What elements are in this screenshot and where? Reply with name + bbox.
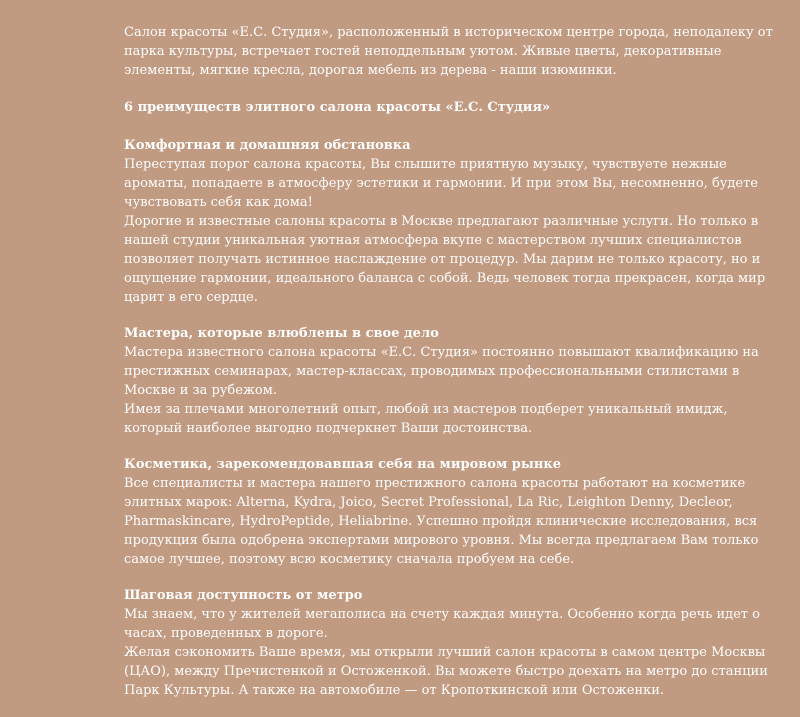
article-content xyxy=(124,23,774,717)
section-title: Шаговая доступность от метро xyxy=(124,588,363,603)
section-metro xyxy=(124,586,774,700)
main-heading: 6 преимуществ элитного салона красоты «Е.С. Студия» xyxy=(124,100,551,115)
section-paragraph: Желая сэкономить Ваше время, мы открыли лучший салон красоты в самом центре Москвы (ЦАО), между Пречистенкой и Остоженкой. Вы можете быстро доехать на метро до станции Парк Культуры. А также на автомобиле — от Кропоткинской или Остоженки. xyxy=(124,645,768,698)
section-paragraph: Дорогие и известные салоны красоты в Москве предлагают различные услуги. Но только в нашей студии уникальная уютная атмосфера вкупе с мастерством лучших специалистов позволяет получать истинное наслаждение от процедур. Мы дарим не только красоту, но и ощущение гармонии, идеального баланса с собой. Ведь человек тогда прекрасен, когда мир царит в его сердце. xyxy=(124,214,766,305)
section-comfort xyxy=(124,136,774,307)
section-title: Мастера, которые влюблены в свое дело xyxy=(124,326,439,341)
section-paragraph: Имея за плечами многолетний опыт, любой из мастеров подберет уникальный имидж, который наиболее выгодно подчеркнет Ваши достоинства. xyxy=(124,402,728,436)
section-masters xyxy=(124,324,774,438)
section-paragraph: Мы знаем, что у жителей мегаполиса на счету каждая минута. Особенно когда речь идет о часах, проведенных в дороге. xyxy=(124,607,760,641)
section-paragraph: Переступая порог салона красоты, Вы слышите приятную музыку, чувствуете нежные ароматы, попадаете в атмосферу эстетики и гармонии. И при этом Вы, несомненно, будете чувствовать себя как дома! xyxy=(124,157,758,210)
intro-paragraph: Салон красоты «Е.С. Студия», расположенный в историческом центре города, неподалеку от парка культуры, встречает гостей неподдельным уютом. Живые цветы, декоративные элементы, мягкие кресла, дорогая мебель из дерева - наши изюминки. xyxy=(124,25,773,78)
section-title: Косметика, зарекомендовавшая себя на мировом рынке xyxy=(124,457,562,472)
section-cosmetics xyxy=(124,455,774,569)
section-paragraph: Все специалисты и мастера нашего престижного салона красоты работают на косметике элитных марок: Alterna, Kydra, Joico, Secret Professional, La Ric, Leighton Denny, Decleor, Pharmaskincare, HydroPeptide, Heliabrine. Успешно пройдя клинические исследования, вся продукция была одобрена экспертами мирового уровня. Мы всегда предлагаем Вам только самое лучшее, поэтому всю косметику сначала пробуем на себе. xyxy=(124,476,759,567)
section-title: Комфортная и домашняя обстановка xyxy=(124,138,411,153)
section-paragraph: Мастера известного салона красоты «Е.С. Студия» постоянно повышают квалификацию на престижных семинарах, мастер-классах, проводимых профессиональными стилистами в Москве и за рубежом. xyxy=(124,345,759,398)
